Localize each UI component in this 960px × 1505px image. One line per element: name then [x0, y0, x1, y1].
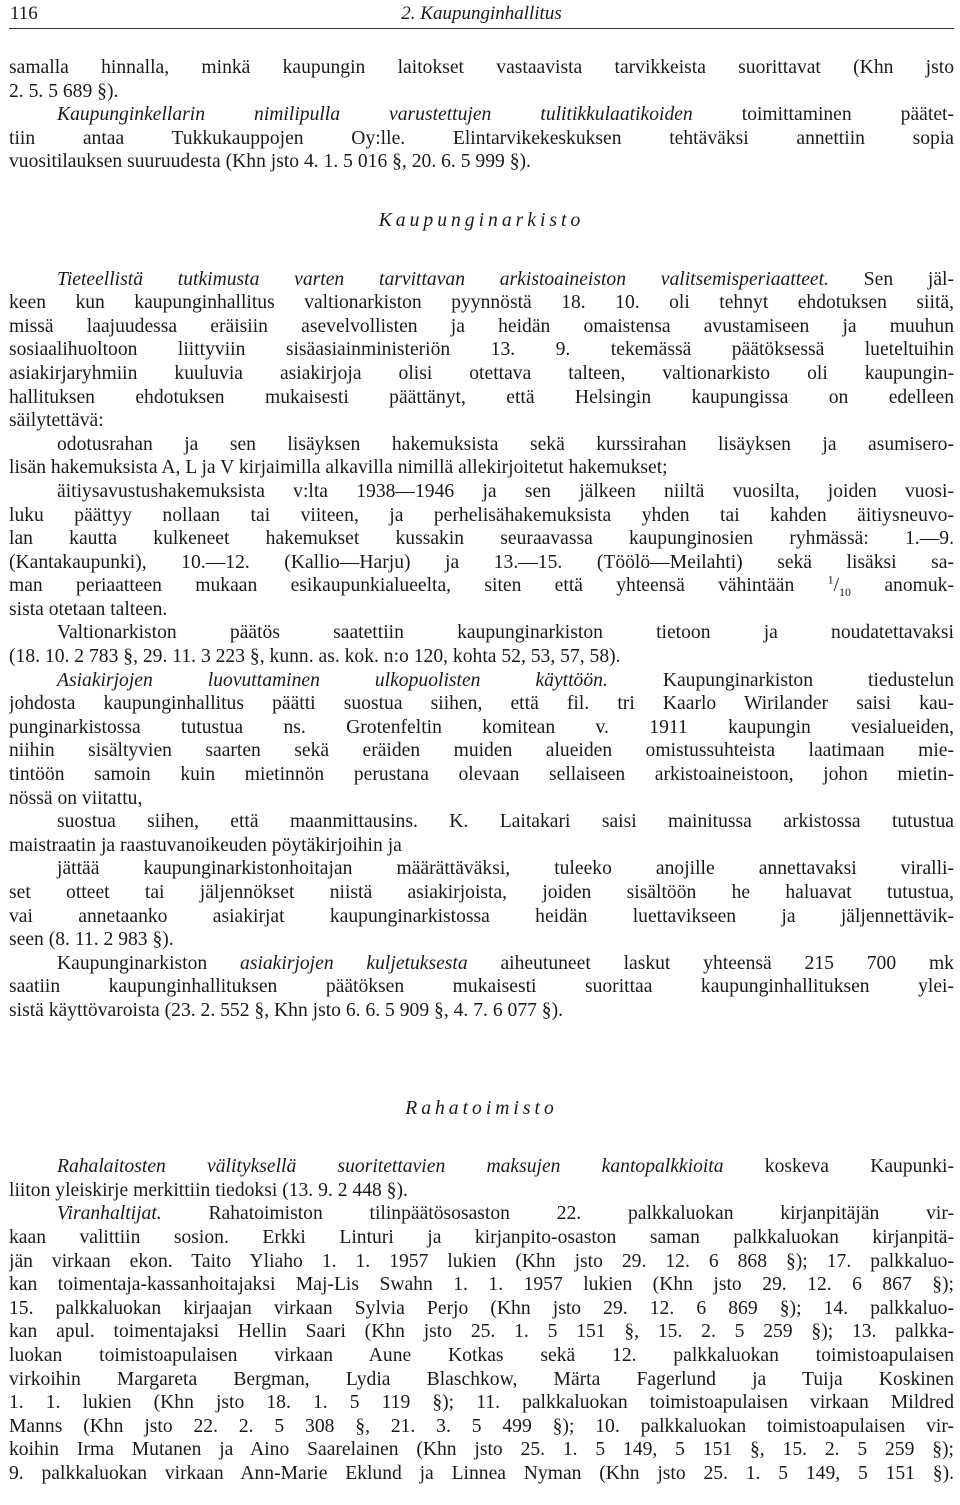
text-line: set otteet tai jäljennökset niistä asiakirjoista, joiden sisältöön he haluavat tutustua,	[9, 882, 954, 903]
italic-run: Tieteellistä tutkimusta varten tarvittavan arkistoaineiston valitsemisperiaatteet.	[57, 268, 829, 290]
text-line: seen (8. 11. 2 983 §).	[9, 929, 174, 951]
section-heading-kaupunginarkisto: Kaupunginarkisto	[378, 209, 585, 231]
text-line: Rahalaitosten välityksellä suoritettavien maksujen kantopalkkioita koskeva Kaupunki-	[57, 1156, 954, 1178]
text-line: samalla hinnalla, minkä kaupungin laitokset vastaavista tarvikkeista suorittavat (Khn jsto	[9, 57, 954, 78]
text-line: odotusrahan ja sen lisäyksen hakemuksista sekä kurssirahan lisäyksen ja asumisero-	[57, 433, 954, 455]
section-gap	[9, 233, 954, 268]
text-line: jän virkaan ekon. Taito Yliaho 1. 1. 1957 lukien (Khn jsto 29. 12. 6 868 §); 17. palkkaluo-	[9, 1250, 954, 1272]
text-line: johdosta kaupunginhallitus päätti suostua siihen, että fil. tri Kaarlo Wirilander saisi kau-	[9, 693, 954, 715]
text-line: 15. palkkaluokan kirjaajan virkaan Sylvia Perjo (Khn jsto 29. 12. 6 869 §); 14. palkkaluo-	[9, 1297, 954, 1319]
text-line: luokan toimistoapulaisen virkaan Aune Kotkas sekä 12. palkkaluokan toimistoapulaisen	[9, 1344, 954, 1366]
page-header	[9, 0, 954, 30]
text-line: Asiakirjojen luovuttaminen ulkopuolisten käyttöön. Kaupunginarkiston tiedustelun	[57, 669, 954, 691]
text-line: Valtionarkiston päätös saatettiin kaupunginarkiston tietoon ja noudatettavaksi	[57, 622, 954, 644]
text-line: punginarkistossa tutustua ns. Grotenfeltin komitean v. 1911 kaupungin vesialueiden,	[9, 716, 954, 738]
text-line: 1. 1. lukien (Khn jsto 18. 1. 5 119 §); 11. palkkaluokan toimistoapulaisen virkaan Mildred	[9, 1392, 954, 1414]
text-line: Kaupunginkellarin nimilipulla varustettujen tulitikkulaatikoiden toimittaminen päätet-	[57, 104, 954, 126]
italic-run: Asiakirjojen luovuttaminen ulkopuolisten käyttöön.	[57, 669, 608, 691]
text-line: koihin Irma Mutanen ja Aino Saarelainen (Khn jsto 25. 1. 5 149, 5 151 §, 15. 2. 5 259 §);	[9, 1439, 954, 1461]
text-line: niihin sisältyvien saarten sekä eräiden muiden alueiden omistussuhteista laatimaan mie-	[9, 740, 954, 762]
text-line: 2. 5. 5 689 §).	[9, 80, 119, 102]
text-line: missä laajuudessa eräisiin asevelvollisten ja heidän omaistensa avustamiseen ja muuhun	[9, 315, 954, 337]
text-line: tiin antaa Tukkukauppojen Oy:lle. Elintarvikekeskuksen tehtäväksi annettiin sopia	[9, 127, 954, 149]
text-line: Tieteellistä tutkimusta varten tarvittavan arkistoaineiston valitsemisperiaatteet. Sen jäl-	[57, 268, 954, 290]
text-line: saatiin kaupunginhallituksen päätöksen mukaisesti suorittaa kaupunginhallituksen ylei-	[9, 976, 954, 998]
section-gap	[9, 174, 954, 209]
text-line: suostua siihen, että maanmittausins. K. Laitakari saisi mainitussa arkistossa tutustua	[57, 811, 954, 833]
text-line: lan kautta kulkeneet hakemukset kussakin seuraavassa kaupunginosien ryhmässä: 1.—9.	[9, 528, 954, 550]
running-title: 2. Kaupunginhallitus	[401, 3, 562, 24]
italic-run: Kaupunginkellarin nimilipulla varustettujen tulitikkulaatikoiden	[57, 104, 693, 126]
text-line: 9. palkkaluokan virkaan Ann-Marie Eklund ja Linnea Nyman (Khn jsto 25. 1. 5 149, 5 151 §).	[9, 1462, 954, 1484]
text-line: säilytettävä:	[9, 410, 104, 432]
section-gap	[9, 1120, 954, 1155]
text-line: Viranhaltijat. Rahatoimiston tilinpäätösosaston 22. palkkaluokan kirjanpitäjän vir-	[57, 1203, 954, 1225]
italic-run: asiakirjojen kuljetuksesta	[240, 952, 468, 974]
section-heading-rahatoimisto: Rahatoimisto	[405, 1097, 558, 1119]
text-line: kan apul. toimentajaksi Hellin Saari (Khn jsto 25. 1. 5 151 §, 15. 2. 5 259 §); 13. palkka-	[9, 1321, 954, 1343]
text-line: (Kantakaupunki), 10.—12. (Kallio—Harju) ja 13.—15. (Töölö—Meilahti) sekä lisäksi sa-	[9, 551, 954, 573]
text-line: Kaupunginarkiston asiakirjojen kuljetuksesta aiheutuneet laskut yhteensä 215 700 mk	[57, 952, 954, 974]
text-line: sista otetaan talteen.	[9, 598, 168, 620]
text-line: vai annetaanko asiakirjat kaupunginarkistossa heidän luettavikseen ja jäljennettävik-	[9, 905, 954, 927]
text-line: lisän hakemuksista A, L ja V kirjaimilla alkavilla nimillä allekirjoitetut hakemukset;	[9, 457, 668, 479]
text-line: kan toimentaja-kassanhoitajaksi Maj-Lis Swahn 1. 1. 1957 lukien (Khn jsto 29. 12. 6 867 §);	[9, 1274, 954, 1296]
text-line: nössä on viitattu,	[9, 787, 143, 809]
text-line: vuositilauksen suuruudesta (Khn jsto 4. 1. 5 016 §, 20. 6. 5 999 §).	[9, 151, 531, 173]
text-line: tintöön samoin kuin mietinnön perustana olevaan sellaiseen arkistoaineistoon, johon mietin-	[9, 764, 954, 786]
header-rule	[9, 28, 954, 29]
text-line: (18. 10. 2 783 §, 29. 11. 3 223 §, kunn. as. kok. n:o 120, kohta 52, 53, 57, 58).	[9, 646, 621, 668]
text-line: man periaatteen mukaan esikaupunkialueelta, siten että yhteensä vähintään $^1/_{10}$ anomuk-	[9, 574, 954, 598]
fraction: $^1/_{10}$	[827, 574, 852, 598]
text-line: hallituksen ehdotuksen mukaisesti päättänyt, että Helsingin kaupungissa on edelleen	[9, 386, 954, 408]
page-number: 116	[10, 3, 38, 24]
text-line: Manns (Khn jsto 22. 2. 5 308 §, 21. 3. 5 499 §); 10. palkkaluokan toimistoapulaisen vir-	[9, 1415, 954, 1437]
italic-run: Rahalaitosten välityksellä suoritettavien maksujen kantopalkkioita	[57, 1156, 724, 1178]
text-line: maistraatin ja raastuvanoikeuden pöytäkirjoihin ja	[9, 834, 402, 856]
document-body	[9, 56, 954, 1485]
text-line: keen kun kaupunginhallitus valtionarkiston pyynnöstä 18. 10. oli tehnyt ehdotuksen siitä,	[9, 292, 954, 314]
text-line: asiakirjaryhmiin kuuluvia asiakirjoja olisi otettava talteen, valtionarkisto oli kaupungin-	[9, 362, 954, 384]
text-line: jättää kaupunginarkistonhoitajan määrättäväksi, tuleeko anojille annettavaksi viralli-	[57, 858, 954, 880]
section-gap	[9, 1023, 954, 1097]
text-line: äitiysavustushakemuksista v:lta 1938—1946 ja sen jälkeen niiltä vuosilta, joiden vuosi-	[57, 480, 954, 502]
text-line: virkoihin Margareta Bergman, Lydia Blaschkow, Märta Fagerlund ja Tuija Koskinen	[9, 1368, 954, 1390]
text-line: kaan valittiin sosion. Erkki Linturi ja kirjanpito-osaston saman palkkaluokan kirjanpitä-	[9, 1226, 954, 1248]
text-line: liiton yleiskirje merkittiin tiedoksi (13. 9. 2 448 §).	[9, 1179, 408, 1201]
text-line: sistä käyttövaroista (23. 2. 552 §, Khn jsto 6. 6. 5 909 §, 4. 7. 6 077 §).	[9, 999, 564, 1021]
italic-run: Viranhaltijat.	[57, 1203, 162, 1225]
text-line: luku päättyy nollaan tai viiteen, ja perhelisähakemuksista yhden tai kahden äitiysneuvo-	[9, 504, 954, 526]
text-line: sosiaalihuoltoon liittyviin sisäasiainministeriön 13. 9. tekemässä päätöksessä lueteltuihin	[9, 339, 954, 361]
